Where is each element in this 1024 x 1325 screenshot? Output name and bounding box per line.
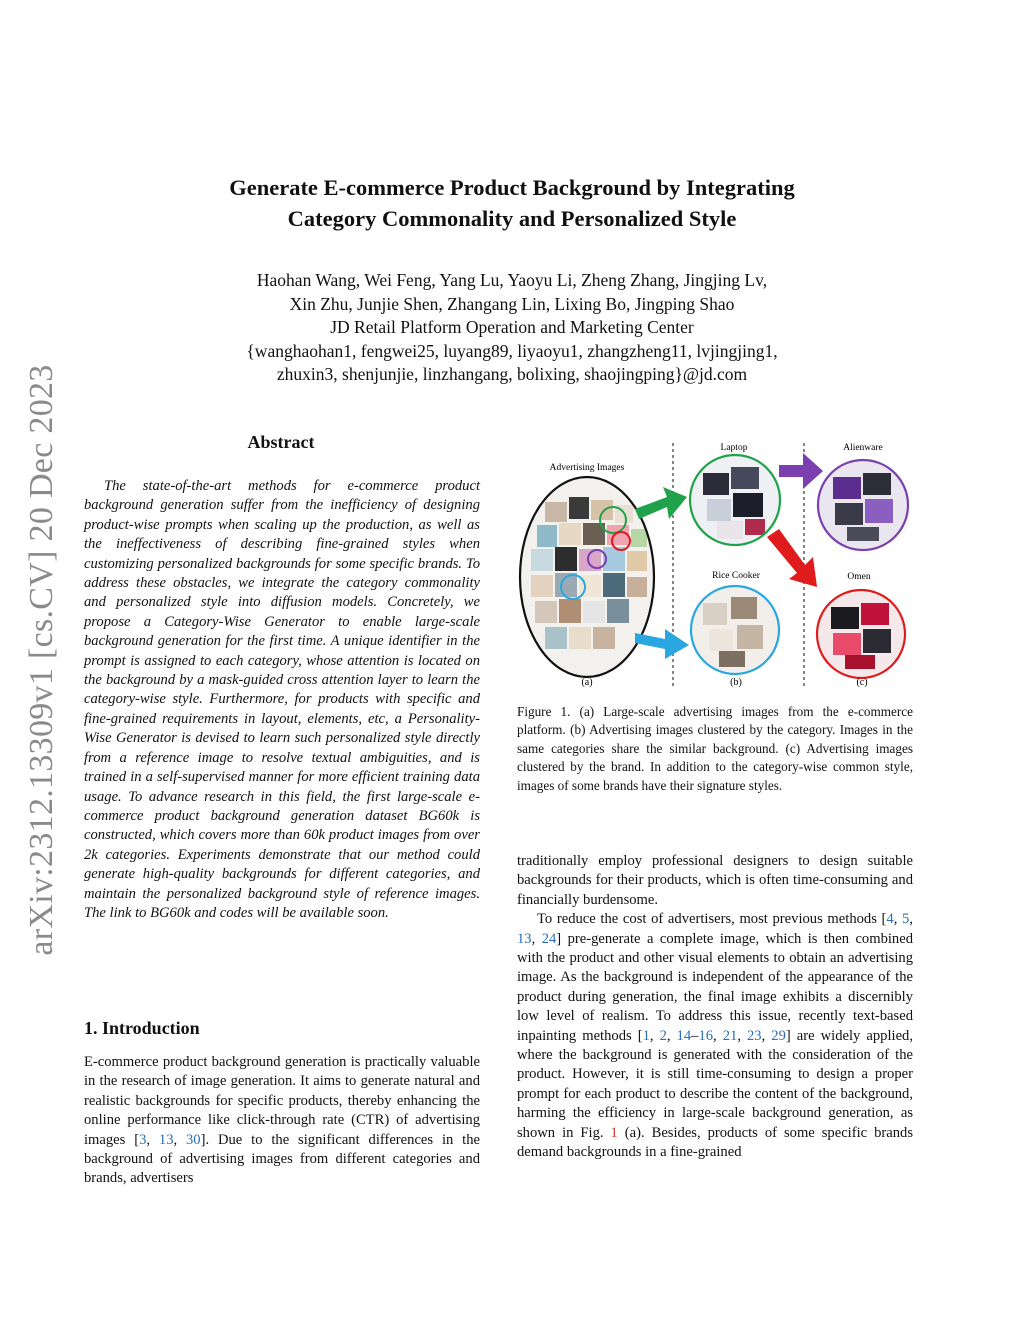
arrow-to-omen: [767, 529, 817, 587]
panel-label-b: (b): [730, 677, 742, 688]
citation-13[interactable]: 13: [158, 1131, 174, 1148]
label-advertising-images: Advertising Images: [549, 463, 625, 473]
arrow-to-alienware: [779, 453, 823, 489]
related-text-d: (a). Besides, products of some specific brands demand backgrounds in a fine-grained: [517, 1124, 913, 1161]
citation-14[interactable]: 14: [676, 1027, 692, 1044]
citation-30[interactable]: 30: [186, 1131, 201, 1148]
paragraph-continuation: traditionally employ professional designers to design suitable backgrounds for their products, which is often time-consuming and financially burdensome.: [517, 853, 913, 908]
label-rice-cooker: Rice Cooker: [712, 571, 760, 581]
citation-16[interactable]: 16: [698, 1027, 714, 1044]
citation-5[interactable]: 5: [902, 911, 910, 928]
citation-21[interactable]: 21: [722, 1027, 738, 1044]
authors-line-1: Haohan Wang, Wei Feng, Yang Lu, Yaoyu Li, Zheng Zhang, Jingjing Lv,: [256, 270, 768, 290]
citation-2[interactable]: 2: [659, 1027, 667, 1044]
arxiv-stamp: arXiv:2312.13309v1 [cs.CV] 20 Dec 2023: [23, 364, 60, 956]
alienware-cluster: [818, 460, 908, 550]
advertising-images-collage: [520, 477, 654, 677]
figure-1-graphic: [517, 437, 913, 695]
figure-1: [517, 437, 913, 695]
panel-label-a: (a): [581, 677, 593, 688]
citation-3[interactable]: 3: [139, 1131, 147, 1148]
abstract-text: The state-of-the-art methods for e-commerce product background generation suffer from the inefficiency of designing product-wise prompts when scaling up the production, as well as the ineffectiveness of describing fine-grained styles when customizing personalized backgrounds for some specific brands. To address these obstacles, we integrate the category commonality and personalized style into diffusion models. Concretely, we propose a Category-Wise Generator to enable large-scale background generation for the first time. A unique identifier in the prompt is assigned to each category, whose attention is located on the background by a mask-guided cross attention layer to learn the category-wise style. Furthermore, for products with specific and fine-grained requirements in layout, elements, etc, a Personality-Wise Generator is devised to learn such personalized style directly from a reference image to resolve textual ambiguities, and is trained in a self-supervised manner for more efficient training data usage. To advance research in this field, the first large-scale e-commerce product background generation dataset BG60k is constructed, which covers more than 60k product images from over 2k categories. Experiments demonstrate that our method could generate high-quality backgrounds for different categories, and maintain the personalized background style of reference images. The link to BG60k and codes will be available soon.: [84, 478, 480, 921]
introduction-paragraph: [84, 1053, 480, 1189]
affiliation: JD Retail Platform Operation and Marketing Center: [330, 317, 694, 337]
intro-sep-2: ,: [173, 1131, 186, 1148]
citation-1[interactable]: 1: [642, 1027, 650, 1044]
citation-13[interactable]: 13: [517, 930, 532, 947]
label-omen: Omen: [847, 572, 871, 582]
paper-title: [120, 172, 904, 234]
citation-23[interactable]: 23: [747, 1027, 762, 1044]
citation-dash: –: [691, 1027, 699, 1044]
arrow-to-laptop: [635, 487, 687, 519]
related-text-b: ] pre-generate a complete image, which is then combined with the product and other visual elements to obtain an advertising image. As the background is independent of the appearance of the product during generation, the final image exhibits a discernibly low level of realism. To address this issue, recently text-based inpainting methods [: [517, 930, 914, 1044]
authors-line-2: Xin Zhu, Junjie Shen, Zhangang Lin, Lixing Bo, Jingping Shao: [289, 293, 735, 314]
paragraph-related-work: To reduce the cost of advertisers, most previous methods [4, 5, 13, 24] pre-generate a complete image, which is then combined with the product and other visual elements to obtain an advertising image. As the background is independent of the appearance of the product during generation, the final image exhibits a discernibly low level of realism. To address this issue, recently text-based inpainting methods [1, 2, 14–16, 21, 23, 29] are widely applied, where the background is generated with the consideration of the product. However, it is still time-consuming to design a proper prompt for each product to describe the content of the background, harming the efficiency in large-scale background generation, as shown in Fig. 1 (a). Besides, products of some specific brands demand backgrounds in a fine-grained: [517, 911, 914, 1161]
title-line-2: Category Commonality and Personalized Style: [287, 206, 737, 231]
citation-24[interactable]: 24: [541, 930, 557, 947]
intro-sep-1: ,: [146, 1131, 159, 1148]
title-line-1: Generate E-commerce Product Background by Integrating: [229, 175, 795, 200]
introduction-heading: 1. Introduction: [84, 1018, 200, 1038]
citation-29[interactable]: 29: [771, 1027, 786, 1044]
emails-line-1: {wanghaohan1, fengwei25, luyang89, liyaoyu1, zhangzheng11, lvjingjing1,: [246, 340, 778, 361]
author-block: [120, 269, 904, 387]
figure-1-caption: Figure 1. (a) Large-scale advertising images from the e-commerce platform. (b) Advertising images clustered by the category. Images in the same categories share the similar background. (c) Advertising images clustered by the brand. In addition to the category-wise common style, images of some brands have their signature styles.: [517, 704, 913, 793]
right-column-text: [517, 852, 913, 1163]
rice-cooker-cluster: [691, 586, 779, 674]
panel-label-c: (c): [856, 677, 868, 688]
label-laptop: Laptop: [720, 443, 748, 453]
omen-cluster: [817, 590, 905, 678]
intro-text-b: ]. Due to the significant differences in the background of advertising images from different categories and brands, advertisers: [84, 1131, 480, 1187]
emails-line-2: zhuxin3, shenjunjie, linzhangang, bolixing, shaojingping}@jd.com: [276, 364, 748, 384]
laptop-cluster: [690, 455, 780, 545]
abstract-heading: Abstract: [247, 432, 315, 452]
intro-text-a: E-commerce product background generation is practically valuable in the research of image generation. It aims to generate natural and realistic backgrounds for specific products, thereby enhancing the online performance like click-through rate (CTR) of advertising images [: [84, 1054, 480, 1148]
citation-4[interactable]: 4: [886, 911, 894, 928]
label-alienware: Alienware: [843, 443, 883, 453]
figure-reference-1[interactable]: 1: [610, 1124, 618, 1141]
related-text-a: To reduce the cost of advertisers, most previous methods [: [537, 911, 887, 928]
related-text-c: ] are widely applied, where the background is generated with the consideration of the product. However, it is still time-consuming to design a proper prompt for each product to describe the content of the background, harming the efficiency in large-scale background generation, as shown in Fig.: [517, 1027, 913, 1141]
